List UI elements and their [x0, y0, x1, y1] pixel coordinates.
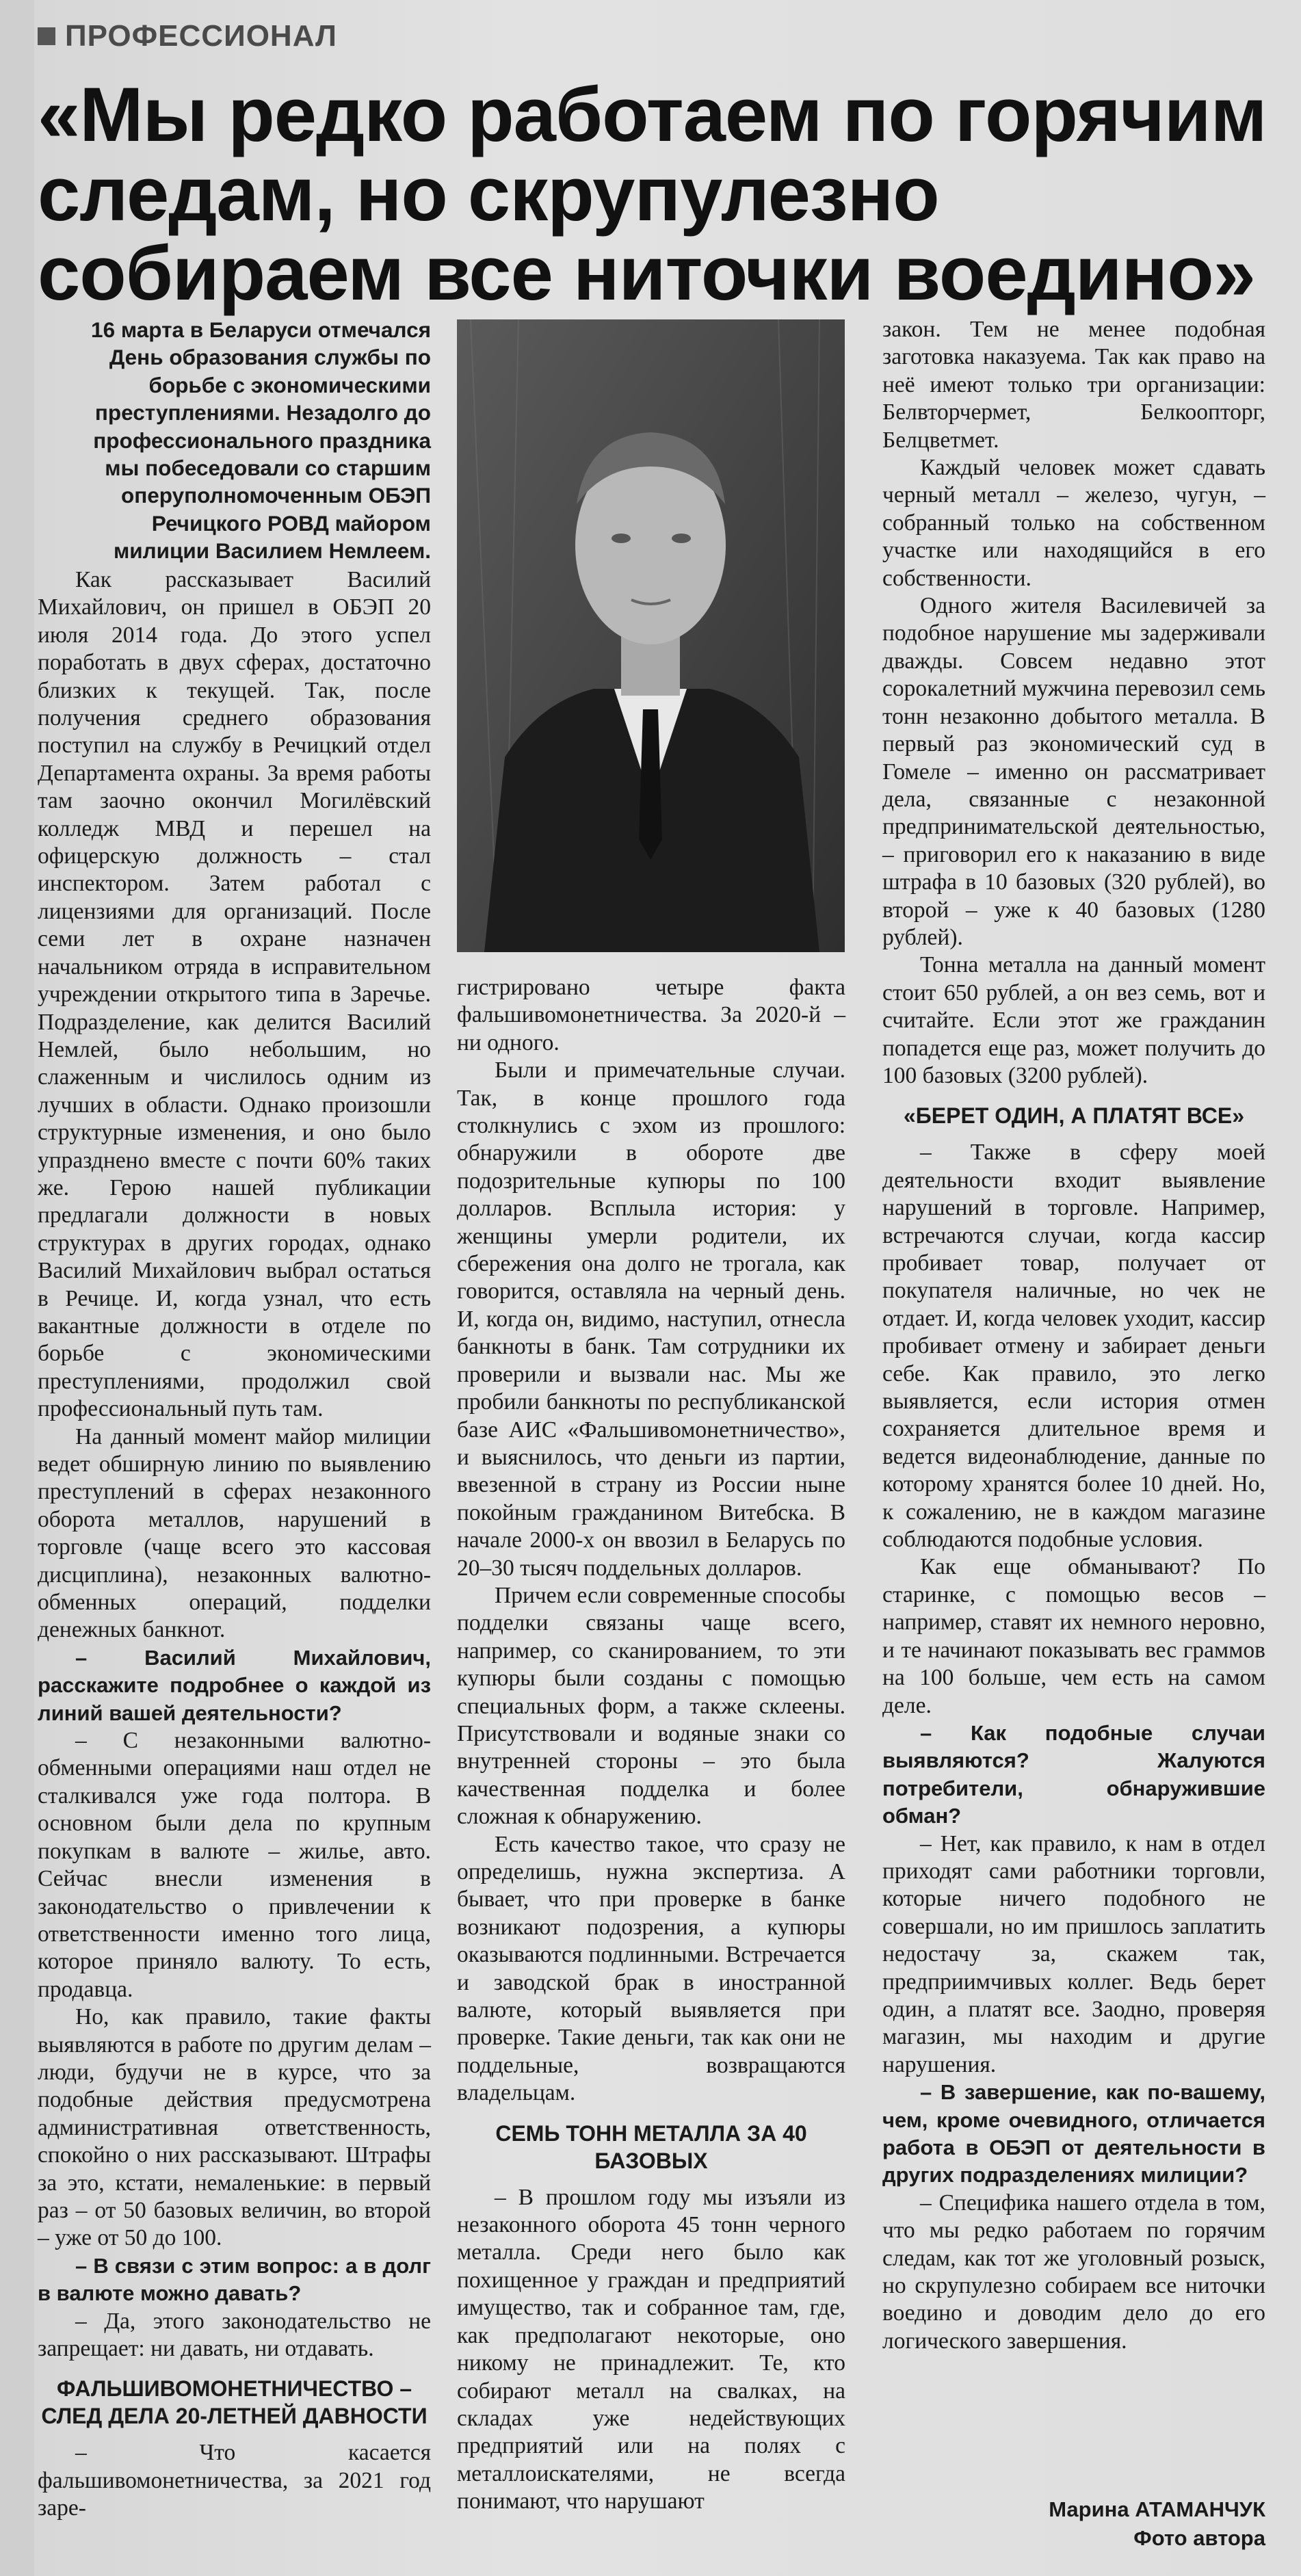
article-paragraph: Как еще обманывают? По старинке, с помощью весов – например, ставят их немного неровно, и те начинают показывать вес граммов на 100 больше, чем есть на самом деле. [882, 1554, 1265, 1718]
article-paragraph: – Специфика нашего отдела в том, что мы редко работаем по горячим следам, как тот же уголовный розыск, но скрупулезно собираем все ниточки воедино и доводим дело до его логического завершения. [882, 2190, 1265, 2354]
section-subheading: СЕМЬ ТОНН МЕТАЛЛА ЗА 40 БАЗОВЫХ [495, 2120, 807, 2173]
article-paragraph: – Также в сферу моей деятельности входит выявление нарушений в торговле. Например, встречаются случаи, когда кассир пробивает товар, получает от покупателя наличные, но чек не отдает. И, когда человек уходит, кассир пробивает отмену и забирает деньги себе. Как правило, это легко выявляется, если история отмен сохраняется длительное время и ведется видеонаблюдение, данные по которому хранятся более 10 дней. Но, к сожалению, не в каждом магазине соблюдаются подобные условия. [882, 1140, 1265, 1553]
author-name: Марина АТАМАНЧУК [1049, 2497, 1265, 2521]
section-subheading: ФАЛЬШИВОМОНЕТНИЧЕСТВО – СЛЕД ДЕЛА 20-ЛЕТНЕЙ ДАВНОСТИ [41, 2376, 428, 2429]
article-paragraph: – Что касается фальшивомонетничества, за 2021 год заре- [38, 2440, 431, 2521]
article-paragraph: – Да, этого законодательство не запрещает: ни давать, ни отдавать. [38, 2308, 431, 2361]
lead-paragraph: 16 марта в Беларуси отмечался День образования службы по борьбе с экономическими преступлениями. Незадолго до профессионального праздника мы побеседовали со старшим оперуполномоченным ОБЭП Речицкого РОВД майором милиции Василием Немлеем. [91, 317, 431, 564]
article-paragraph: Каждый человек может сдавать черный металл – железо, чугун, – собранный только на собственном участке или находящийся в его собственности. [882, 455, 1265, 591]
interview-question: – В связи с этим вопрос: а в долг в валюте можно давать? [38, 2253, 431, 2306]
article-paragraph: Но, как правило, такие факты выявляются в работе по другим делам – люди, будучи не в курсе, что за подобные действия предусмотрена административная ответственность, спокойно о них рассказывают. Штрафы за это, кстати, немаленькие: в первый раз – от 50 базовых величин, во второй – уже от 50 до 100. [38, 2004, 431, 2251]
section-subheading: «БЕРЕТ ОДИН, А ПЛАТЯТ ВСЕ» [903, 1103, 1245, 1129]
article-paragraph: Как рассказывает Василий Михайлович, он пришел в ОБЭП 20 июля 2014 года. До этого успел поработать в двух сферах, достаточно близких к текущей. Так, после получения среднего образования поступил на службу в Речицкий отдел Департамента охраны. За время работы там заочно окончил Могилёвский колледж МВД и перешел на офицерскую должность – стал инспектором. Затем работал с лицензиями для организаций. После семи лет в охране назначен начальником отряда в исправительном учреждении открытого типа в Заречье. Подразделение, как делится Василий Немлей, было небольшим, но слаженным и числилось одним из лучших в области. Однако произошли структурные изменения, и оно было упразднено вместе с почти 60% таких же. Герою нашей публикации предлагали должности в новых структурах в других городах, однако Василий Михайлович выбрал остаться в Речице. И, когда узнал, что есть вакантные должности в отделе по борьбе с экономическими преступлениями, продолжил свой профессиональный путь там. [38, 567, 431, 1422]
article-column-2 [457, 974, 845, 2516]
photo-credit: Фото автора [1133, 2526, 1265, 2550]
article-paragraph: На данный момент майор милиции ведет обширную линию по выявлению преступлений в сферах незаконного оборота металлов, нарушений в торговле (чаще всего это кассовая дисциплина), незаконных валютно-обменных операций, подделки денежных банкнот. [38, 1423, 431, 1643]
article-paragraph: Тонна металла на данный момент стоит 650 рублей, а он вез семь, вот и считайте. Если этот же гражданин попадется еще раз, может получить до 100 базовых (3200 рублей). [882, 952, 1265, 1088]
rubric [38, 19, 337, 53]
interview-question: – В завершение, как по-вашему, чем, кроме очевидного, отличается работа в ОБЭП от деятельности в других подразделениях милиции? [882, 2080, 1265, 2187]
article-paragraph: – Нет, как правило, к нам в отдел приходят сами работники торговли, которые ничего подобного не совершали, но им пришлось заплатить недостачу за, скажем так, предприимчивых коллег. Ведь берет один, а платят все. Заодно, проверяя магазин, мы находим и другие нарушения. [882, 1830, 1265, 2077]
article-column-3 [882, 316, 1265, 2355]
portrait-illustration [457, 319, 845, 952]
headline: «Мы редко работаем по горячим следам, но скрупулезно собираем все ниточки воедино» [38, 72, 1267, 316]
rubric-square-icon [38, 27, 55, 45]
article-paragraph: – С незаконными валютно-обменными операциями наш отдел не сталкивался уже года полтора. В основном были дела по крупным покупкам в валюте – жилье, авто. Сейчас внесли изменения в законодательство о привлечении к ответственности именно того лица, которое приняло валюту. То есть, продавца. [38, 1728, 431, 2002]
article-paragraph: Причем если современные способы подделки связаны чаще всего, например, со сканированием, то эти купюры были созданы с помощью специальных форм, а также склеены. Присутствовали и водяные знаки со внутренней стороны – это была качественная подделка и более сложная к обнаружению. [457, 1582, 845, 1830]
article-paragraph: – В прошлом году мы изъяли из незаконного оборота 45 тонн черного металла. Среди него было как похищенное у граждан и предприятий имущество, так и собранное там, где, как предполагают некоторые, оно никому не принадлежит. Те, кто собирают металл на свалках, на складах уже недействующих предприятий или на полях с металлоискателями, не всегда понимают, что нарушают [457, 2184, 845, 2514]
article-paragraph: закон. Тем не менее подобная заготовка наказуема. Так как право на неё имеют только три организации: Белвторчермет, Белкоопторг, Белцветмет. [882, 317, 1265, 453]
article-paragraph: гистрировано четыре факта фальшивомонетничества. За 2020-й – ни одного. [457, 975, 845, 1055]
interview-question: – Как подобные случаи выявляются? Жалуются потребители, обнаружившие обман? [882, 1720, 1265, 1828]
article-column-1 [38, 566, 431, 2523]
interview-question: – Василий Михайлович, расскажите подробнее о каждой из линий вашей деятельности? [38, 1645, 431, 1725]
byline [882, 2495, 1265, 2553]
adjacent-page-edge [0, 0, 34, 2576]
rubric-label: ПРОФЕССИОНАЛ [65, 19, 337, 53]
article-paragraph: Одного жителя Василевичей за подобное нарушение мы задерживали дважды. Совсем недавно этот сорокалетний мужчина перевозил семь тонн незаконно добытого металла. В первый раз экономический суд в Гомеле – именно он рассматривает дела, связанные с незаконной предпринимательской деятельностью, – приговорил его к наказанию в виде штрафа в 10 базовых (320 рублей), во второй – уже к 40 базовых (1280 рублей). [882, 593, 1265, 950]
article-paragraph: Есть качество такое, что сразу не определишь, нужна экспертиза. А бывает, что при проверке в банке возникают подозрения, а купюры оказываются подлинными. Встречается и заводской брак в иностранной валюте, который выявляется при проверке. Такие деньги, так как они не поддельные, возвращаются владельцам. [457, 1831, 845, 2106]
article-paragraph: Были и примечательные случаи. Так, в конце прошлого года столкнулись с эхом из прошлого: обнаружили в обороте две подозрительные купюры по 100 долларов. Всплыла история: у женщины умерли родители, их сбережения она долго не трогала, как говорится, оставляла на черный день. И, когда он, видимо, наступил, отнесла банкноты в банк. Там сотрудники их проверили и вызвали нас. Мы же пробили банкноты по республиканской базе АИС «Фальшивомонетничество», и выяснилось, что деньги из партии, ввезенной в страну из России ныне покойным гражданином Витебска. В начале 2000-х он ввозил в Беларусь по 20–30 тысяч поддельных долларов. [457, 1057, 845, 1581]
portrait-photo [457, 319, 845, 952]
